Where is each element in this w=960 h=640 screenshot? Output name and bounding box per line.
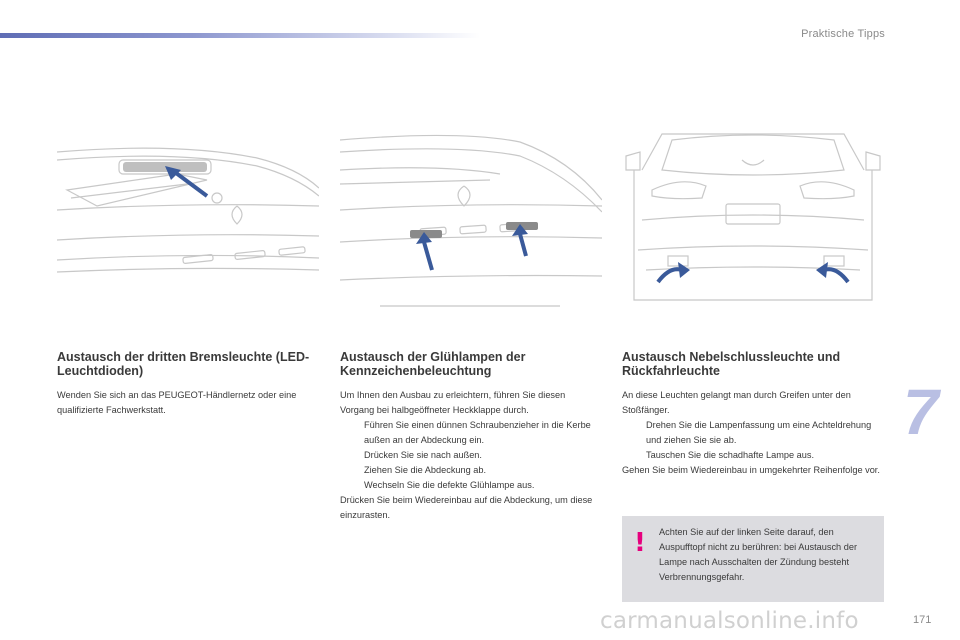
step-item: Ziehen Sie die Abdeckung ab. (364, 465, 487, 475)
section-title: Praktische Tipps (801, 28, 885, 40)
plate-light-heading: Austausch der Glühlampen der Kennzeichenbeleuchtung (340, 350, 526, 378)
plate-light-outro: Drücken Sie beim Wiedereinbau auf die Abdeckung, um diese einzurasten. (340, 495, 593, 520)
plate-light-steps (340, 418, 602, 493)
warning-box (622, 516, 884, 602)
plate-light-intro: Um Ihnen den Ausbau zu erleichtern, führen Sie diesen Vorgang bei halbgeöffneter Heckklappe durch. (340, 390, 566, 415)
step-item: Führen Sie einen dünnen Schraubenzieher in die Kerbe außen an der Abdeckung ein. (364, 420, 591, 445)
footer-watermark: carmanualsonline.info (600, 608, 859, 634)
fog-reverse-outro: Gehen Sie beim Wiedereinbau in umgekehrter Reihenfolge vor. (622, 465, 880, 475)
brake-light-heading: Austausch der dritten Bremsleuchte (LED-Leuchtdioden) (57, 350, 310, 378)
brake-light-text: Wenden Sie sich an das PEUGEOT-Händlernetz oder eine qualifizierte Fachwerkstatt. (57, 390, 297, 415)
brake-light-section (57, 350, 319, 418)
fog-reverse-steps (622, 418, 884, 463)
warning-icon: ! (634, 528, 646, 558)
warning-text: Achten Sie auf der linken Seite darauf, den Auspufftopf nicht zu berühren: bei Austausch der Lampe nach Ausschalten der Zündung besteht Verbrennungsgefahr. (659, 527, 858, 582)
third-brake-light-illustration (57, 140, 319, 280)
step-item: Drücken Sie sie nach außen. (364, 450, 482, 460)
step-item: Wechseln Sie die defekte Glühlampe aus. (364, 480, 535, 490)
header-accent-bar (0, 33, 480, 38)
plate-light-section (340, 350, 602, 523)
page-number: 171 (913, 614, 932, 626)
chapter-number: 7 (903, 376, 939, 448)
number-plate-lights-illustration (340, 130, 602, 310)
step-item: Tauschen Sie die schadhafte Lampe aus. (646, 450, 815, 460)
fog-reverse-light-section (622, 350, 884, 478)
rear-lamps-illustration (622, 130, 884, 310)
step-item: Drehen Sie die Lampenfassung um eine Achteldrehung und ziehen Sie sie ab. (646, 420, 872, 445)
fog-reverse-intro: An diese Leuchten gelangt man durch Greifen unter den Stoßfänger. (622, 390, 851, 415)
fog-reverse-heading: Austausch Nebelschlussleuchte und Rückfahrleuchte (622, 350, 841, 378)
